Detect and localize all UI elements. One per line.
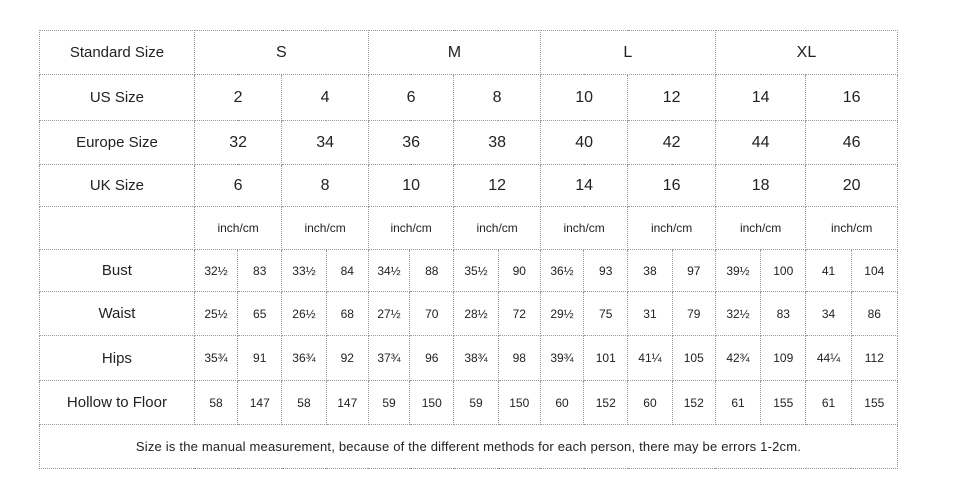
europe-size-value: 36	[368, 121, 453, 165]
hollow-to-floor-cm-value: 150	[498, 381, 540, 425]
uk-size-value: 14	[540, 165, 627, 207]
europe-size-value: 44	[715, 121, 806, 165]
bust-cm-value: 88	[410, 250, 454, 292]
hollow-to-floor-inch-value: 58	[282, 381, 326, 425]
us-size-value: 2	[194, 75, 281, 121]
hips-inch-value: 36¾	[282, 336, 326, 381]
standard-size-label: Standard Size	[40, 31, 195, 75]
hips-cm-value: 96	[410, 336, 454, 381]
standard-size-m: M	[368, 31, 540, 75]
waist-inch-value: 34	[806, 292, 851, 336]
waist-inch-value: 31	[628, 292, 672, 336]
europe-size-value: 42	[628, 121, 716, 165]
standard-size-row	[40, 31, 898, 75]
hips-label: Hips	[40, 336, 195, 381]
europe-size-label: Europe Size	[40, 121, 195, 165]
hips-cm-value: 98	[498, 336, 540, 381]
waist-inch-value: 29½	[540, 292, 583, 336]
unit-label: inch/cm	[194, 207, 281, 250]
waist-cm-value: 83	[761, 292, 806, 336]
waist-inch-value: 32½	[715, 292, 760, 336]
hollow-to-floor-inch-value: 61	[715, 381, 760, 425]
unit-label: inch/cm	[806, 207, 898, 250]
us-size-value: 10	[540, 75, 627, 121]
waist-inch-value: 28½	[454, 292, 498, 336]
standard-size-s: S	[194, 31, 368, 75]
unit-row-empty-label	[40, 207, 195, 250]
unit-label: inch/cm	[282, 207, 369, 250]
uk-size-value: 12	[454, 165, 541, 207]
us-size-value: 4	[282, 75, 369, 121]
us-size-value: 6	[368, 75, 453, 121]
waist-row	[40, 292, 898, 336]
waist-cm-value: 79	[672, 292, 715, 336]
unit-label: inch/cm	[368, 207, 453, 250]
us-size-value: 8	[454, 75, 541, 121]
europe-size-value: 34	[282, 121, 369, 165]
us-size-row	[40, 75, 898, 121]
hips-cm-value: 105	[672, 336, 715, 381]
hollow-to-floor-inch-value: 58	[194, 381, 237, 425]
standard-size-xl: XL	[715, 31, 897, 75]
waist-label: Waist	[40, 292, 195, 336]
waist-cm-value: 68	[326, 292, 368, 336]
uk-size-row	[40, 165, 898, 207]
unit-label: inch/cm	[540, 207, 627, 250]
hollow-to-floor-label: Hollow to Floor	[40, 381, 195, 425]
waist-cm-value: 86	[851, 292, 897, 336]
waist-inch-value: 25½	[194, 292, 237, 336]
uk-size-value: 18	[715, 165, 806, 207]
hollow-to-floor-cm-value: 152	[584, 381, 628, 425]
hollow-to-floor-inch-value: 59	[454, 381, 498, 425]
note-row	[40, 425, 898, 469]
hollow-to-floor-inch-value: 60	[628, 381, 672, 425]
waist-inch-value: 26½	[282, 292, 326, 336]
uk-size-value: 8	[282, 165, 369, 207]
hips-inch-value: 44¼	[806, 336, 851, 381]
bust-row	[40, 250, 898, 292]
hips-cm-value: 92	[326, 336, 368, 381]
bust-inch-value: 34½	[368, 250, 409, 292]
us-size-value: 12	[628, 75, 716, 121]
waist-cm-value: 75	[584, 292, 628, 336]
hips-inch-value: 38¾	[454, 336, 498, 381]
hips-inch-value: 37¾	[368, 336, 409, 381]
hips-cm-value: 109	[761, 336, 806, 381]
waist-cm-value: 70	[410, 292, 454, 336]
hips-cm-value: 91	[238, 336, 282, 381]
hips-cm-value: 112	[851, 336, 897, 381]
size-chart-table	[39, 30, 898, 469]
us-size-value: 16	[806, 75, 898, 121]
waist-inch-value: 27½	[368, 292, 409, 336]
waist-cm-value: 65	[238, 292, 282, 336]
europe-size-value: 32	[194, 121, 281, 165]
bust-cm-value: 104	[851, 250, 897, 292]
uk-size-value: 16	[628, 165, 716, 207]
us-size-value: 14	[715, 75, 806, 121]
bust-cm-value: 97	[672, 250, 715, 292]
hollow-to-floor-cm-value: 155	[851, 381, 897, 425]
bust-inch-value: 35½	[454, 250, 498, 292]
bust-inch-value: 32½	[194, 250, 237, 292]
hollow-to-floor-cm-value: 147	[326, 381, 368, 425]
hips-inch-value: 42¾	[715, 336, 760, 381]
hollow-to-floor-cm-value: 152	[672, 381, 715, 425]
hips-inch-value: 41¼	[628, 336, 672, 381]
hollow-to-floor-inch-value: 61	[806, 381, 851, 425]
waist-cm-value: 72	[498, 292, 540, 336]
uk-size-value: 10	[368, 165, 453, 207]
bust-inch-value: 38	[628, 250, 672, 292]
hollow-to-floor-cm-value: 150	[410, 381, 454, 425]
bust-inch-value: 39½	[715, 250, 760, 292]
size-note: Size is the manual measurement, because of the different methods for each person, there may be errors 1-2cm.	[40, 425, 898, 469]
hollow-to-floor-inch-value: 59	[368, 381, 409, 425]
hollow-to-floor-row	[40, 381, 898, 425]
bust-inch-value: 33½	[282, 250, 326, 292]
hollow-to-floor-cm-value: 155	[761, 381, 806, 425]
bust-cm-value: 93	[584, 250, 628, 292]
europe-size-value: 38	[454, 121, 541, 165]
uk-size-value: 6	[194, 165, 281, 207]
unit-label: inch/cm	[628, 207, 716, 250]
us-size-label: US Size	[40, 75, 195, 121]
bust-cm-value: 90	[498, 250, 540, 292]
europe-size-row	[40, 121, 898, 165]
bust-inch-value: 36½	[540, 250, 583, 292]
bust-cm-value: 100	[761, 250, 806, 292]
unit-row	[40, 207, 898, 250]
unit-label: inch/cm	[454, 207, 541, 250]
hips-inch-value: 39¾	[540, 336, 583, 381]
hips-row	[40, 336, 898, 381]
bust-cm-value: 84	[326, 250, 368, 292]
uk-size-label: UK Size	[40, 165, 195, 207]
uk-size-value: 20	[806, 165, 898, 207]
bust-label: Bust	[40, 250, 195, 292]
hollow-to-floor-cm-value: 147	[238, 381, 282, 425]
bust-cm-value: 83	[238, 250, 282, 292]
hollow-to-floor-inch-value: 60	[540, 381, 583, 425]
europe-size-value: 40	[540, 121, 627, 165]
bust-inch-value: 41	[806, 250, 851, 292]
unit-label: inch/cm	[715, 207, 806, 250]
hips-cm-value: 101	[584, 336, 628, 381]
hips-inch-value: 35¾	[194, 336, 237, 381]
europe-size-value: 46	[806, 121, 898, 165]
standard-size-l: L	[540, 31, 715, 75]
